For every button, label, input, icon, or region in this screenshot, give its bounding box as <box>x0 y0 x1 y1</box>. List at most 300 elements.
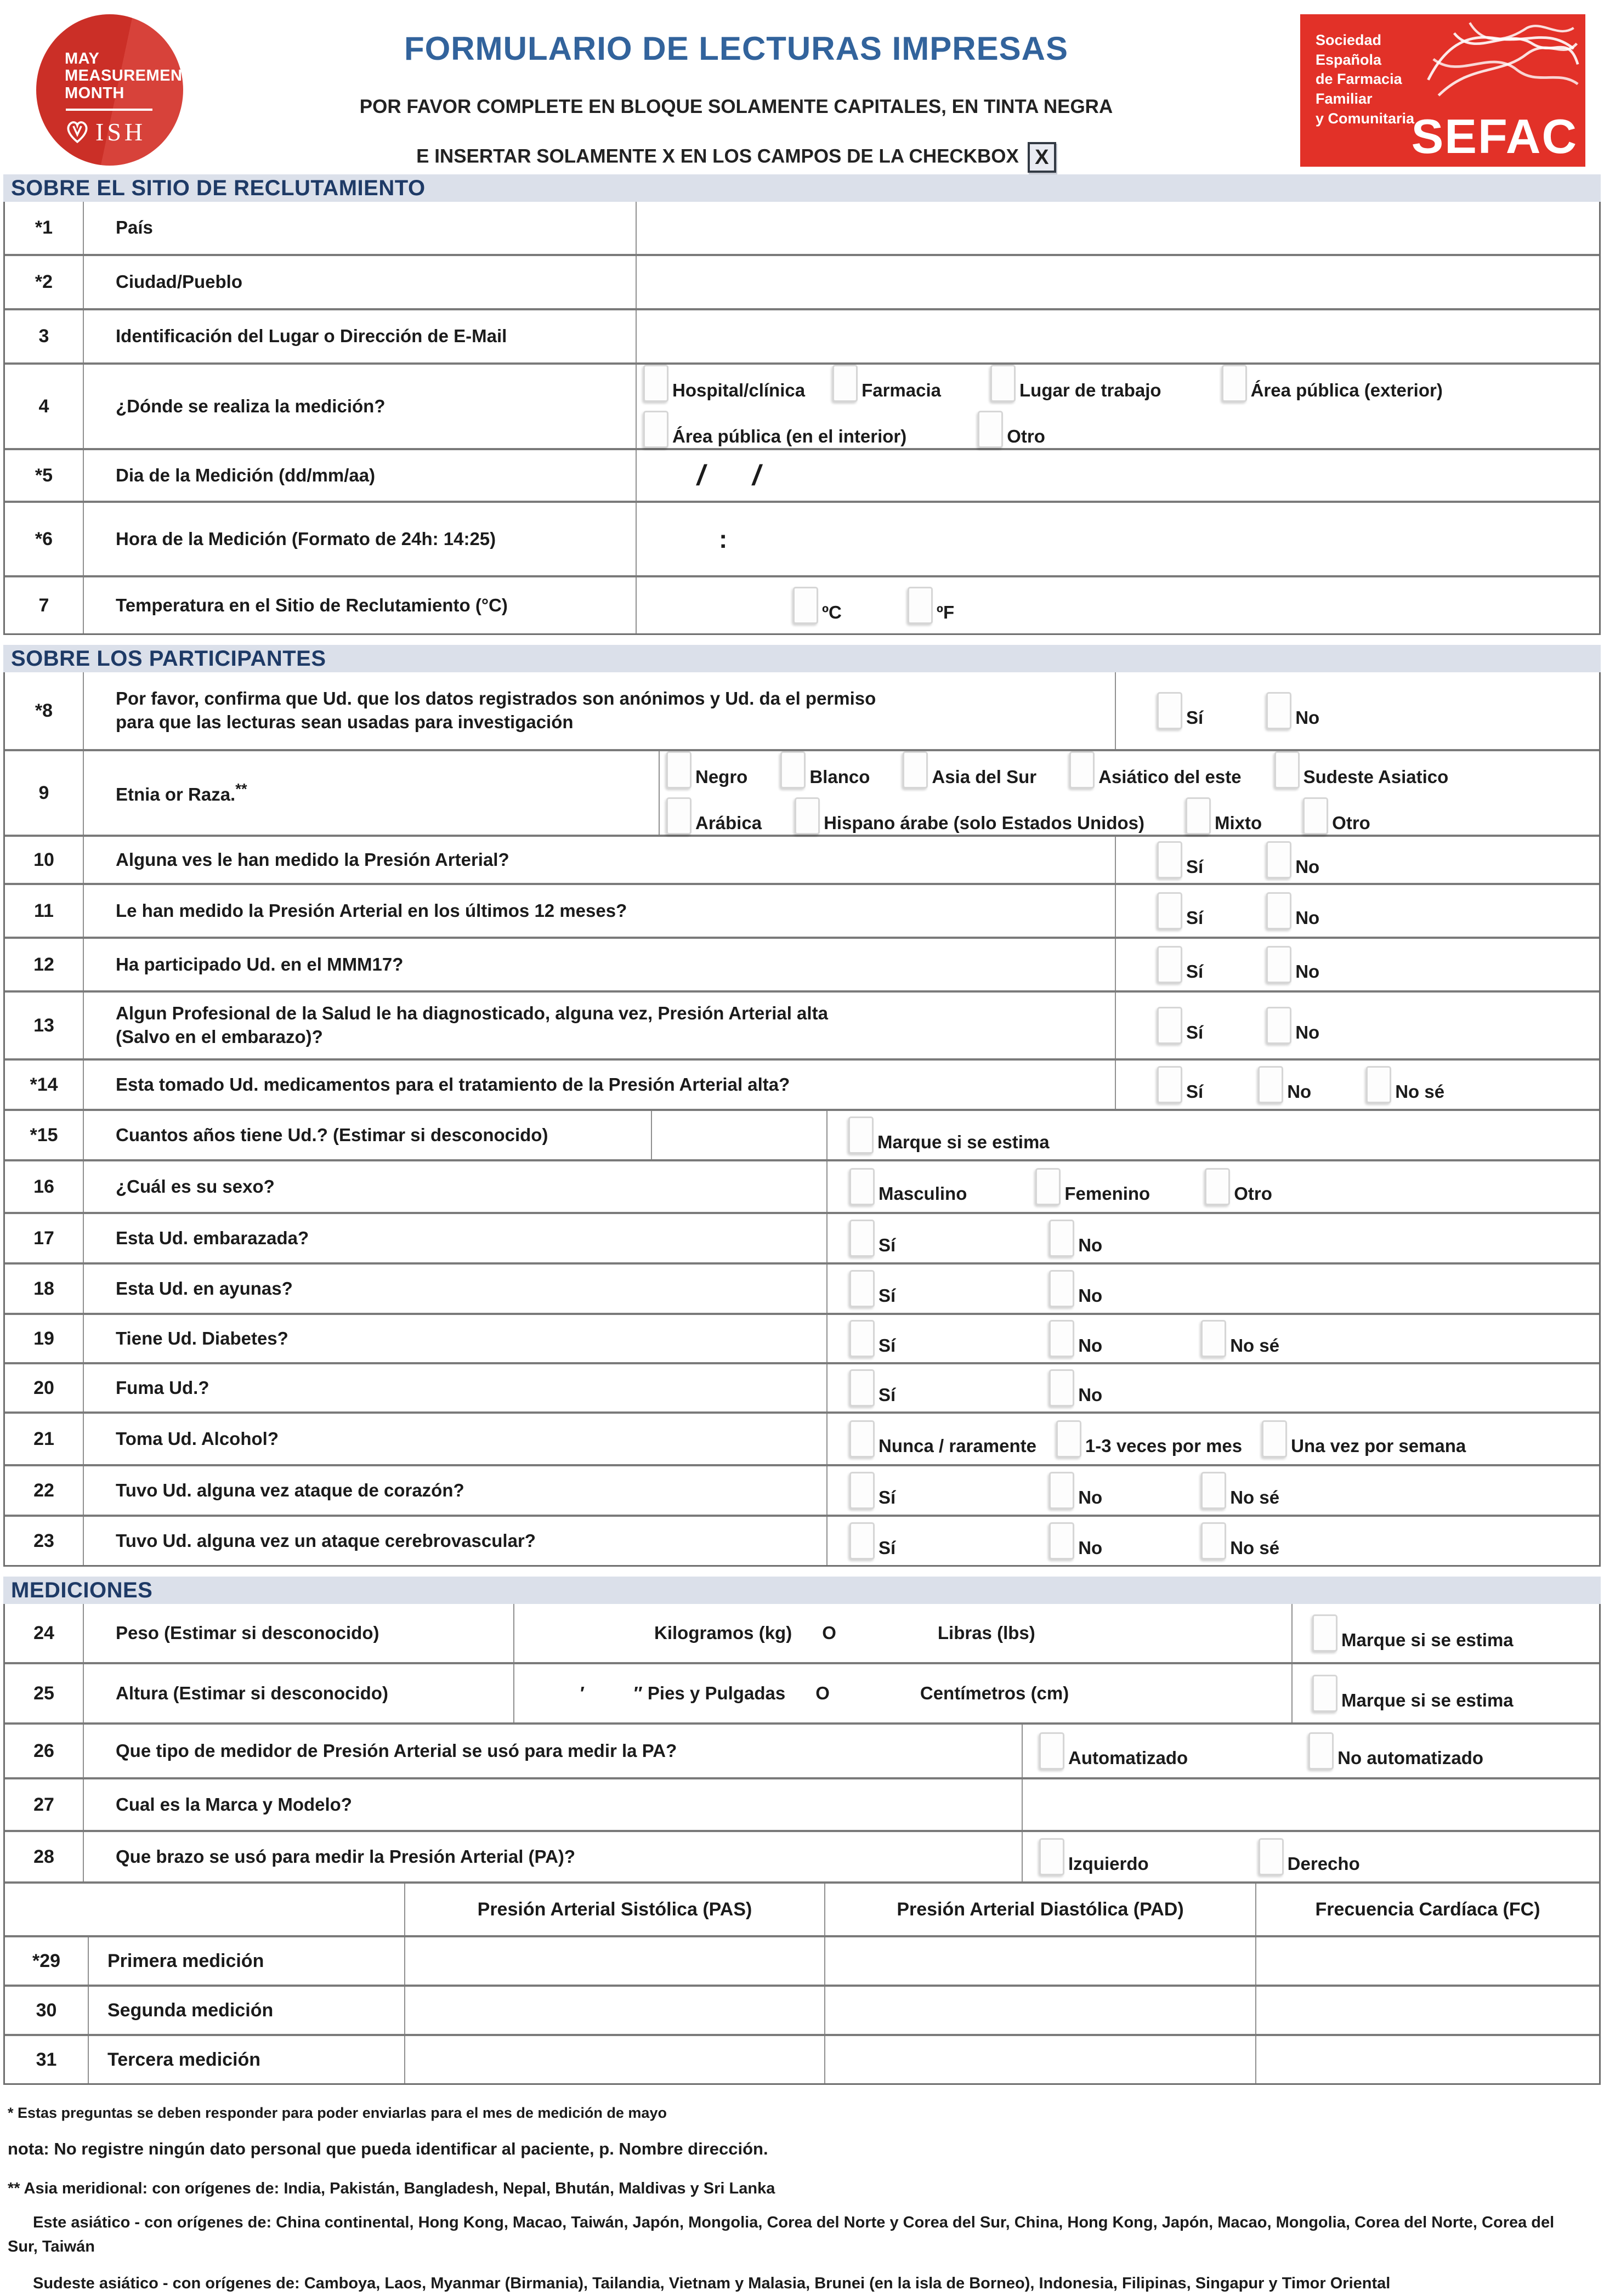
option-yes[interactable] <box>849 1522 895 1560</box>
checkbox-icon[interactable] <box>1049 1472 1074 1509</box>
consent-options <box>1115 672 1599 749</box>
question-cell <box>83 1779 1022 1830</box>
sefac-logo <box>1300 14 1585 167</box>
checkbox-icon[interactable] <box>849 1420 875 1458</box>
row-19 <box>5 1313 1599 1362</box>
option-workplace[interactable] <box>990 365 1161 402</box>
option-label: No <box>1078 1285 1103 1306</box>
option-label: No automatizado <box>1337 1748 1484 1768</box>
option-no[interactable] <box>1266 946 1319 983</box>
option-label: Mixto <box>1215 813 1262 833</box>
option-no[interactable] <box>1049 1369 1102 1407</box>
option-hospital[interactable] <box>643 365 805 402</box>
checkbox-icon[interactable] <box>1186 797 1211 835</box>
sex-options <box>826 1161 1599 1212</box>
row-21 <box>5 1411 1599 1464</box>
option-white[interactable] <box>780 751 870 789</box>
row-17 <box>5 1212 1599 1262</box>
row-15 <box>5 1109 1599 1159</box>
question-cell <box>83 1664 513 1722</box>
option-1-3-per-month[interactable] <box>1056 1420 1242 1458</box>
question-label: Identificación del Lugar o Dirección de E-Mail <box>116 326 507 347</box>
option-arabic[interactable] <box>666 797 762 835</box>
heart-rate-field-1[interactable] <box>1255 1937 1599 1985</box>
country-answer-field[interactable] <box>636 202 1599 254</box>
bp-header-row <box>5 1881 1599 1935</box>
option-yes[interactable] <box>849 1472 895 1509</box>
checkbox-icon[interactable] <box>1049 1320 1074 1357</box>
checkbox-icon[interactable] <box>1201 1472 1226 1509</box>
checkbox-icon[interactable] <box>1201 1522 1226 1560</box>
checkbox-icon[interactable] <box>1266 1007 1291 1044</box>
option-label: Sí <box>1186 1081 1204 1102</box>
unit-feet-inches-label: ″ Pies y Pulgadas <box>633 1683 786 1703</box>
row-number: 27 <box>33 1794 54 1815</box>
checkbox-icon[interactable] <box>1258 1066 1283 1103</box>
checkbox-icon[interactable] <box>1157 892 1182 929</box>
location-options <box>636 365 1599 448</box>
row-16 <box>5 1159 1599 1212</box>
row-number: 21 <box>33 1428 54 1449</box>
checkbox-icon[interactable] <box>1205 1168 1230 1205</box>
page-title: FORMULARIO DE LECTURAS IMPRESAS <box>404 30 1069 67</box>
checkbox-icon[interactable] <box>1266 946 1291 983</box>
question-cell <box>83 1161 826 1212</box>
answer-options <box>1115 837 1599 883</box>
unit-cm-label: Centímetros (cm) <box>920 1683 1069 1703</box>
option-label: Área pública (en el interior) <box>672 426 907 446</box>
question-label: Cuantos años tiene Ud.? (Estimar si desconocido) <box>116 1124 548 1145</box>
checkbox-icon[interactable] <box>1222 365 1247 402</box>
option-left-arm[interactable] <box>1039 1838 1149 1875</box>
option-label: Femenino <box>1064 1183 1150 1204</box>
option-label: No <box>1295 908 1320 928</box>
diastolic-field-2[interactable] <box>824 1987 1255 2034</box>
option-east-asian[interactable] <box>1069 751 1241 789</box>
mmm-logo-line: MEASUREMENT <box>65 67 192 85</box>
row-number: 12 <box>33 954 54 975</box>
checkbox-icon[interactable] <box>643 411 668 448</box>
option-label: Masculino <box>878 1183 967 1204</box>
option-label: Marque si se estima <box>1341 1630 1514 1650</box>
time-answer-field[interactable] <box>636 503 1599 575</box>
question-cell <box>83 1832 1022 1881</box>
section-header-measurements <box>3 1577 1601 1604</box>
row-number: 28 <box>33 1846 54 1867</box>
systolic-field-3[interactable] <box>404 2036 824 2083</box>
date-slashes: / / <box>697 460 761 491</box>
checkbox-icon[interactable] <box>849 1522 875 1560</box>
option-label: Asia del Sur <box>932 767 1037 787</box>
scribble-decoration-icon <box>1419 18 1583 116</box>
mmm-logo-line: MAY <box>65 50 100 67</box>
question-cell <box>83 256 636 308</box>
checkbox-icon[interactable] <box>1035 1168 1061 1205</box>
form-header <box>3 0 1601 169</box>
row-24 <box>5 1604 1599 1662</box>
checkbox-icon[interactable] <box>1266 892 1291 929</box>
sefac-text-line: y Comunitaria <box>1316 110 1415 127</box>
reading-label: Tercera medición <box>88 2036 404 2083</box>
diastolic-field-1[interactable] <box>824 1937 1255 1985</box>
site-table <box>3 202 1601 635</box>
checkbox-icon[interactable] <box>1366 1066 1391 1103</box>
checkbox-icon[interactable] <box>1303 797 1328 835</box>
section-title: MEDICIONES <box>11 1578 153 1602</box>
option-right-arm[interactable] <box>1259 1838 1360 1875</box>
question-label: Ha participado Ud. en el MMM17? <box>116 954 404 974</box>
option-pharmacy[interactable] <box>832 365 941 402</box>
checkbox-icon[interactable] <box>666 751 692 789</box>
question-cell <box>83 993 1115 1058</box>
option-male[interactable] <box>849 1168 967 1205</box>
option-mixed[interactable] <box>1186 797 1262 835</box>
row-number: 9 <box>38 782 49 803</box>
option-other[interactable] <box>978 411 1045 448</box>
option-not-automated[interactable] <box>1308 1732 1483 1770</box>
row-number: 7 <box>38 594 49 616</box>
row-7 <box>5 575 1599 633</box>
checkbox-example-icon: X <box>1028 142 1056 173</box>
row-number: 25 <box>33 1682 54 1704</box>
option-label: Sí <box>1186 707 1204 728</box>
option-label: Sudeste Asiatico <box>1303 767 1449 787</box>
option-no[interactable] <box>1266 1007 1319 1044</box>
option-never-rarely[interactable] <box>849 1420 1036 1458</box>
systolic-field-1[interactable] <box>404 1937 824 1985</box>
measurements-table <box>3 1604 1601 2085</box>
option-label: No <box>1078 1385 1103 1405</box>
checkbox-icon[interactable] <box>666 797 692 835</box>
option-yes[interactable] <box>1157 841 1203 878</box>
option-estimated[interactable] <box>848 1116 1050 1154</box>
age-answer-field[interactable] <box>651 1111 826 1159</box>
estimate-option-area <box>1291 1664 1599 1722</box>
checkbox-icon[interactable] <box>1039 1838 1064 1875</box>
question-label: Por favor, confirma que Ud. que los datos registrados son anónimos y Ud. da el permiso para que las lecturas sean usadas para investigación <box>116 688 876 732</box>
footnote-southeast-asia: Sudeste asiático - con orígenes de: Camboya, Laos, Myanmar (Birmania), Tailandia, Vietnam y Malasia, Brunei (en la isla de Borneo), Indonesia, Filipinas, Singapur y Timor Oriental <box>33 2275 1391 2292</box>
checkbox-icon[interactable] <box>1201 1320 1226 1357</box>
option-yes[interactable] <box>1157 946 1203 983</box>
checkbox-icon[interactable] <box>849 1168 875 1205</box>
checkbox-icon[interactable] <box>1312 1675 1337 1712</box>
option-south-asia[interactable] <box>903 751 1036 789</box>
option-no[interactable] <box>1266 892 1319 929</box>
bp-header-systolic: Presión Arterial Sistólica (PAS) <box>404 1884 824 1935</box>
heart-rate-field-3[interactable] <box>1255 2036 1599 2083</box>
option-label: Sí <box>878 1335 896 1356</box>
option-dont-know[interactable] <box>1201 1522 1279 1560</box>
feet-mark: ′ <box>580 1683 585 1703</box>
section-header-site <box>3 174 1601 202</box>
question-label: ¿Cuál es su sexo? <box>116 1176 275 1197</box>
checkbox-icon[interactable] <box>1049 1369 1074 1407</box>
question-label: Que brazo se usó para medir la Presión Arterial (PA)? <box>116 1846 576 1867</box>
checkbox-icon[interactable] <box>848 1116 874 1154</box>
option-label: Nunca / raramente <box>878 1436 1036 1456</box>
option-dont-know[interactable] <box>1366 1066 1444 1103</box>
row-number: 19 <box>33 1328 54 1349</box>
row-number: 24 <box>33 1622 54 1643</box>
question-label: País <box>116 217 153 238</box>
option-label: No sé <box>1395 1081 1445 1102</box>
instruction-text: E INSERTAR SOLAMENTE X EN LOS CAMPOS DE LA CHECKBOX <box>416 145 1019 167</box>
checkbox-icon[interactable] <box>849 1320 875 1357</box>
participants-table <box>3 672 1601 1567</box>
row-number: 23 <box>33 1530 54 1551</box>
option-label: No <box>1078 1235 1103 1255</box>
option-celsius[interactable] <box>793 587 842 624</box>
arm-options <box>1022 1832 1599 1881</box>
row-25 <box>5 1662 1599 1722</box>
row-18 <box>5 1262 1599 1313</box>
question-cell <box>83 503 636 575</box>
question-label: Toma Ud. Alcohol? <box>116 1428 279 1449</box>
date-answer-field[interactable] <box>636 450 1599 501</box>
option-label: No <box>1295 857 1320 877</box>
row-3 <box>5 308 1599 362</box>
answer-options <box>1115 885 1599 937</box>
checkbox-icon[interactable] <box>643 365 668 402</box>
row-14 <box>5 1058 1599 1109</box>
checkbox-icon[interactable] <box>832 365 858 402</box>
sefac-text-line: Española <box>1316 51 1382 68</box>
row-6 <box>5 501 1599 575</box>
option-once-per-week[interactable] <box>1262 1420 1466 1458</box>
row-number: 11 <box>34 900 54 921</box>
option-label: Una vez por semana <box>1291 1436 1466 1456</box>
mmm-logo-line: MONTH <box>65 84 124 102</box>
weight-units-area[interactable] <box>513 1604 1291 1662</box>
option-label: Sí <box>878 1235 896 1255</box>
checkbox-icon[interactable] <box>849 1220 875 1257</box>
checkbox-icon[interactable] <box>1274 751 1300 789</box>
option-label: Sí <box>1186 961 1204 982</box>
or-label: O <box>815 1683 830 1703</box>
answer-options <box>1115 1061 1599 1109</box>
option-no[interactable] <box>1049 1472 1102 1509</box>
option-label: Marque si se estima <box>877 1132 1050 1152</box>
row-number: 4 <box>38 395 49 417</box>
checkbox-icon[interactable] <box>1056 1420 1081 1458</box>
question-label: Temperatura en el Sitio de Reclutamiento (°C) <box>116 594 508 615</box>
footnote-required: * Estas preguntas se deben responder para poder enviarlas para el mes de medición de mayo <box>8 2105 667 2121</box>
option-label: No sé <box>1230 1487 1280 1507</box>
option-yes[interactable] <box>1157 1007 1203 1044</box>
checkbox-icon[interactable] <box>1308 1732 1334 1770</box>
reading-label: Segunda medición <box>88 1987 404 2034</box>
option-yes[interactable] <box>849 1270 895 1307</box>
question-cell <box>83 1364 826 1411</box>
checkbox-icon[interactable] <box>990 365 1016 402</box>
option-no[interactable] <box>1049 1220 1102 1257</box>
option-label: Marque si se estima <box>1341 1690 1514 1710</box>
checkbox-icon[interactable] <box>1049 1220 1074 1257</box>
question-label: Tiene Ud. Diabetes? <box>116 1328 288 1348</box>
option-label: Lugar de trabajo <box>1019 380 1161 400</box>
sefac-text-line: Sociedad <box>1316 32 1382 48</box>
option-public-outdoor[interactable] <box>1222 365 1443 402</box>
brand-model-answer-field[interactable] <box>1022 1779 1599 1830</box>
option-southeast-asian[interactable] <box>1274 751 1449 789</box>
heart-icon <box>65 120 90 144</box>
option-dont-know[interactable] <box>1201 1472 1279 1509</box>
row-29 <box>5 1935 1599 1985</box>
question-cell <box>83 202 636 254</box>
question-label: Que tipo de medidor de Presión Arterial se usó para medir la PA? <box>116 1740 677 1761</box>
systolic-field-2[interactable] <box>404 1987 824 2034</box>
question-label: Alguna ves le han medido la Presión Arterial? <box>116 849 509 870</box>
checkbox-icon[interactable] <box>780 751 806 789</box>
row-number: *15 <box>30 1124 58 1146</box>
row-27 <box>5 1777 1599 1830</box>
checkbox-icon[interactable] <box>1039 1732 1064 1770</box>
question-cell <box>83 837 1115 883</box>
option-label: No <box>1287 1081 1312 1102</box>
footnotes <box>3 2085 1601 2296</box>
question-cell <box>83 450 636 501</box>
option-label: Sí <box>1186 857 1204 877</box>
checkbox-icon[interactable] <box>1157 692 1182 729</box>
option-no[interactable] <box>1258 1066 1311 1103</box>
option-yes[interactable] <box>849 1320 895 1357</box>
option-label: Blanco <box>809 767 870 787</box>
option-label: Área pública (exterior) <box>1250 380 1443 400</box>
row-number: 16 <box>33 1176 54 1197</box>
row-2 <box>5 254 1599 308</box>
option-female[interactable] <box>1035 1168 1150 1205</box>
site-id-answer-field[interactable] <box>636 310 1599 362</box>
option-yes[interactable] <box>1157 892 1203 929</box>
row-number: *5 <box>35 464 53 486</box>
footnote-east-asia: Este asiático - con orígenes de: China continental, Hong Kong, Macao, Taiwán, Japón, Mongolia, Corea del Norte y Corea del Sur, China, Hong Kong, Japón, Macao, Mongolia, Corea del Norte, Corea del Sur, Taiwán <box>8 2214 1555 2255</box>
checkbox-icon[interactable] <box>1312 1614 1337 1652</box>
question-cell <box>83 365 636 448</box>
checkbox-icon[interactable] <box>793 587 818 624</box>
row-number: 18 <box>33 1278 54 1299</box>
option-hispanic[interactable] <box>795 797 1144 835</box>
footnote-south-asia: ** Asia meridional: con orígenes de: India, Pakistán, Bangladesh, Nepal, Bhután, Maldivas y Sri Lanka <box>8 2180 775 2197</box>
question-cell <box>83 1265 826 1313</box>
question-label: Algun Profesional de la Salud le ha diagnosticado, alguna vez, Presión Arterial alta (Salvo en el embarazo)? <box>116 1003 828 1047</box>
option-yes[interactable] <box>1157 692 1203 729</box>
row-number: 22 <box>33 1479 54 1501</box>
option-black[interactable] <box>666 751 747 789</box>
question-label: Tuvo Ud. alguna vez ataque de corazón? <box>116 1479 464 1500</box>
checkbox-icon[interactable] <box>795 797 820 835</box>
row-number: *1 <box>35 217 53 238</box>
city-answer-field[interactable] <box>636 256 1599 308</box>
option-no[interactable] <box>1266 841 1319 878</box>
question-cell <box>83 751 659 835</box>
option-no[interactable] <box>1049 1522 1102 1560</box>
alcohol-options <box>826 1414 1599 1464</box>
option-no[interactable] <box>1049 1320 1102 1357</box>
question-label: Etnia or Raza.** <box>116 780 247 805</box>
checkbox-icon[interactable] <box>849 1369 875 1407</box>
heart-rate-field-2[interactable] <box>1255 1987 1599 2034</box>
question-label: Ciudad/Pueblo <box>116 271 242 292</box>
option-label: Hospital/clínica <box>672 380 806 400</box>
option-public-indoor[interactable] <box>643 411 906 448</box>
checkbox-icon[interactable] <box>1259 1838 1284 1875</box>
temperature-options <box>636 577 1599 633</box>
option-estimated[interactable] <box>1312 1614 1514 1652</box>
checkbox-icon[interactable] <box>1157 841 1182 878</box>
question-label: ¿Dónde se realiza la medición? <box>116 395 386 416</box>
option-yes[interactable] <box>1157 1066 1203 1103</box>
checkbox-icon[interactable] <box>1157 1007 1182 1044</box>
option-other[interactable] <box>1205 1168 1272 1205</box>
height-units-area[interactable] <box>513 1664 1291 1722</box>
answer-options <box>826 1364 1599 1411</box>
option-automated[interactable] <box>1039 1732 1188 1770</box>
option-other[interactable] <box>1303 797 1370 835</box>
diastolic-field-3[interactable] <box>824 2036 1255 2083</box>
checkbox-icon[interactable] <box>1157 1066 1182 1103</box>
checkbox-icon[interactable] <box>1157 946 1182 983</box>
question-cell <box>83 672 1115 749</box>
option-yes[interactable] <box>849 1369 895 1407</box>
question-label: Esta Ud. embarazada? <box>116 1227 309 1248</box>
row-9 <box>5 749 1599 835</box>
option-no[interactable] <box>1266 692 1319 729</box>
row-number: *6 <box>35 528 53 549</box>
answer-options <box>826 1517 1599 1565</box>
checkbox-icon[interactable] <box>978 411 1003 448</box>
footnote-marker: ** <box>235 780 247 798</box>
section-title: SOBRE EL SITIO DE RECLUTAMIENTO <box>11 175 426 200</box>
instruction-line-2 <box>183 142 1289 173</box>
question-label: Fuma Ud.? <box>116 1377 209 1398</box>
checkbox-icon[interactable] <box>1069 751 1095 789</box>
checkbox-icon[interactable] <box>903 751 928 789</box>
option-label: Sí <box>1186 908 1204 928</box>
checkbox-icon[interactable] <box>908 587 933 624</box>
option-label: Otro <box>1332 813 1370 833</box>
header-center <box>183 14 1289 173</box>
row-10 <box>5 835 1599 883</box>
option-yes[interactable] <box>849 1220 895 1257</box>
option-label: No sé <box>1230 1335 1280 1356</box>
estimate-option-area <box>1291 1604 1599 1662</box>
option-label: No <box>1078 1335 1103 1356</box>
row-26 <box>5 1722 1599 1777</box>
option-no[interactable] <box>1049 1270 1102 1307</box>
section-header-participants <box>3 645 1601 672</box>
row-8 <box>5 672 1599 749</box>
option-label: Negro <box>695 767 748 787</box>
checkbox-icon[interactable] <box>1266 841 1291 878</box>
question-label: Esta Ud. en ayunas? <box>116 1278 293 1299</box>
checkbox-icon[interactable] <box>1266 692 1291 729</box>
checkbox-icon[interactable] <box>849 1472 875 1509</box>
option-label: ºC <box>822 602 842 622</box>
checkbox-icon[interactable] <box>849 1270 875 1307</box>
question-label: Cual es la Marca y Modelo? <box>116 1794 352 1815</box>
checkbox-icon[interactable] <box>1049 1270 1074 1307</box>
option-dont-know[interactable] <box>1201 1320 1279 1357</box>
option-label: Hispano árabe (solo Estados Unidos) <box>824 813 1144 833</box>
bp-header-heart-rate: Frecuencia Cardíaca (FC) <box>1255 1884 1599 1935</box>
checkbox-icon[interactable] <box>1049 1522 1074 1560</box>
checkbox-icon[interactable] <box>1262 1420 1287 1458</box>
option-estimated[interactable] <box>1312 1675 1514 1712</box>
option-label: ºF <box>936 602 955 622</box>
answer-options <box>826 1466 1599 1515</box>
option-label: Otro <box>1234 1183 1272 1204</box>
option-fahrenheit[interactable] <box>908 587 954 624</box>
